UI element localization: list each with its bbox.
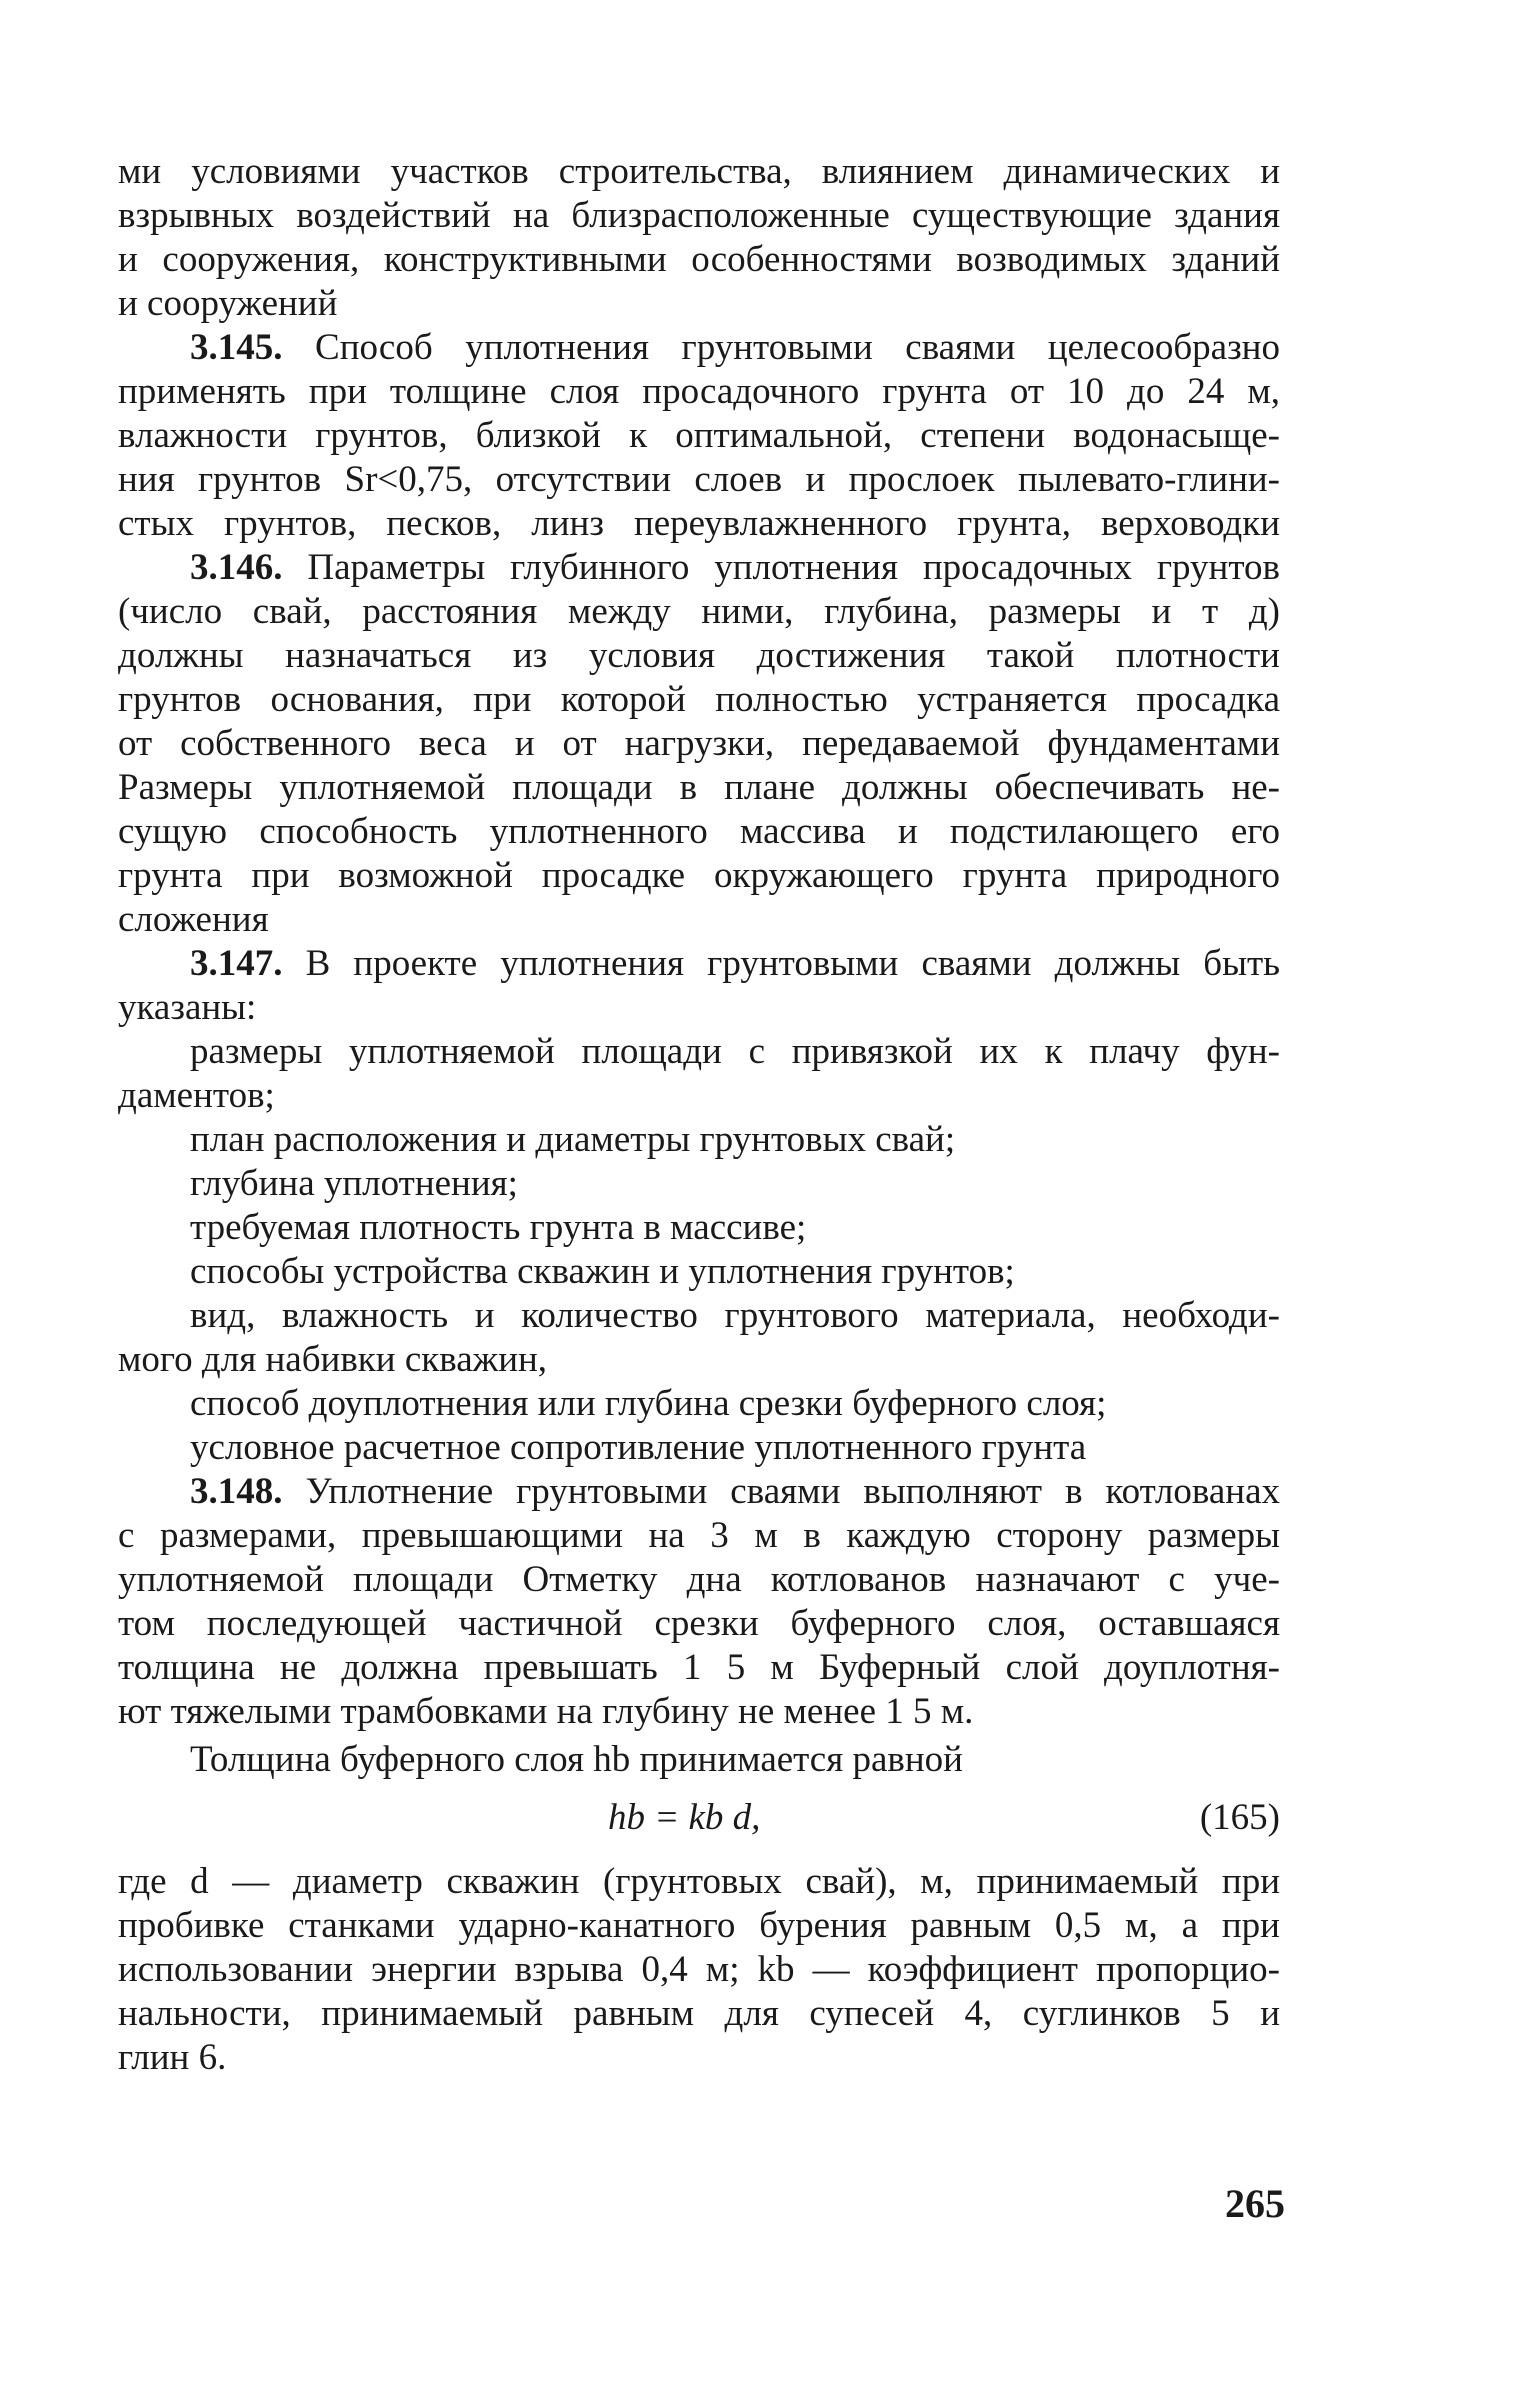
paragraph-number: 3.145.	[190, 327, 283, 368]
list-item: вид, влажность и количество грунтового материала, необходи-	[190, 1295, 1280, 1336]
paragraph-3-145	[118, 326, 1280, 546]
text-line: от собственного веса и от нагрузки, передаваемой фундаментами	[118, 723, 1280, 764]
text-line: ми условиями участков строительства, влиянием динамических и	[118, 151, 1280, 192]
list-item-continuation: мого для набивки скважин,	[118, 1339, 548, 1380]
page-number: 265	[1225, 2181, 1285, 2226]
thickness-intro: Толщина буферного слоя hb принимается равной	[190, 1739, 963, 1780]
text-line	[118, 326, 1280, 370]
text-line: с размерами, превышающими на 3 м в каждую сторону размеры	[118, 1515, 1280, 1556]
text-line: толщина не должна превышать 1 5 м Буферный слой доуплотня-	[118, 1647, 1280, 1688]
paragraph-number: 3.147.	[190, 943, 283, 984]
text-line	[118, 942, 1280, 986]
paragraph-first-line: Уплотнение грунтовыми сваями выполняют в котлованах	[305, 1471, 1280, 1512]
paragraph-continuation	[118, 150, 1280, 326]
paragraph-3-148	[118, 1470, 1280, 1734]
text-line: грунта при возможной просадке окружающего грунта природного	[118, 855, 1280, 896]
text-line: сложения	[118, 899, 269, 940]
paragraph-3-147	[118, 942, 1280, 1470]
text-line: и сооружений	[118, 283, 338, 324]
equation-number: (165)	[1199, 1797, 1280, 1838]
text-line: стых грунтов, песков, линз переувлажненного грунта, верховодки	[118, 503, 1280, 544]
text-line: ния грунтов Sr<0,75, отсутствии слоев и прослоек пылевато-глини-	[118, 459, 1280, 500]
text-line: использовании энергии взрыва 0,4 м; kb — коэффициент пропорцио-	[118, 1949, 1280, 1990]
paragraph-3-146	[118, 546, 1280, 942]
text-line	[118, 546, 1280, 590]
text-line: и сооружения, конструктивными особенностями возводимых зданий	[118, 239, 1280, 280]
text-line: (число свай, расстояния между ними, глубина, размеры и т д)	[118, 591, 1280, 632]
list-item: способы устройства скважин и уплотнения грунтов;	[190, 1251, 1015, 1292]
text-line: должны назначаться из условия достижения такой плотности	[118, 635, 1280, 676]
list-item: план расположения и диаметры грунтовых свай;	[190, 1119, 956, 1160]
list-item: глубина уплотнения;	[190, 1163, 518, 1204]
paragraph-first-line: В проекте уплотнения грунтовыми сваями должны быть	[305, 943, 1280, 984]
text-line: пробивке станками ударно-канатного бурения равным 0,5 м, а при	[118, 1905, 1280, 1946]
text-line: влажности грунтов, близкой к оптимальной, степени водонасыще-	[118, 415, 1280, 456]
paragraph-where	[118, 1860, 1280, 2080]
text-line: грунтов основания, при которой полностью устраняется просадка	[118, 679, 1280, 720]
list-item-continuation: даментов;	[118, 1075, 275, 1116]
formula-165	[118, 1792, 1280, 1852]
text-line: взрывных воздействий на близрасположенные существующие здания	[118, 195, 1280, 236]
text-line: сущую способность уплотненного массива и подстилающего его	[118, 811, 1280, 852]
list-item: требуемая плотность грунта в массиве;	[190, 1207, 807, 1248]
text-line	[118, 1470, 1280, 1514]
text-line: Размеры уплотняемой площади в плане должны обеспечивать не-	[118, 767, 1280, 808]
list-item: условное расчетное сопротивление уплотненного грунта	[190, 1427, 1087, 1468]
text-line: том последующей частичной срезки буферного слоя, оставшаяся	[118, 1603, 1280, 1644]
text-line: где d — диаметр скважин (грунтовых свай), м, принимаемый при	[118, 1861, 1280, 1902]
paragraph-first-line: Способ уплотнения грунтовыми сваями целесообразно	[315, 327, 1280, 368]
list-item: размеры уплотняемой площади с привязкой их к плачу фун-	[190, 1031, 1280, 1072]
text-line: уплотняемой площади Отметку дна котлованов назначают с уче-	[118, 1559, 1280, 1600]
text-line: ют тяжелыми трамбовками на глубину не менее 1 5 м.	[118, 1691, 974, 1732]
paragraph-number: 3.146.	[190, 547, 283, 588]
text-line: нальности, принимаемый равным для супесей 4, суглинков 5 и	[118, 1993, 1280, 2034]
page-text	[118, 150, 1280, 2080]
paragraph-number: 3.148.	[190, 1471, 283, 1512]
paragraph-first-line: Параметры глубинного уплотнения просадочных грунтов	[307, 547, 1280, 588]
text-line: глин 6.	[118, 2037, 227, 2078]
text-line: указаны:	[118, 987, 257, 1028]
list-item: способ доуплотнения или глубина срезки буферного слоя;	[190, 1383, 1107, 1424]
formula-expression: hb = kb d,	[608, 1797, 761, 1838]
text-line: применять при толщине слоя просадочного грунта от 10 до 24 м,	[118, 371, 1280, 412]
